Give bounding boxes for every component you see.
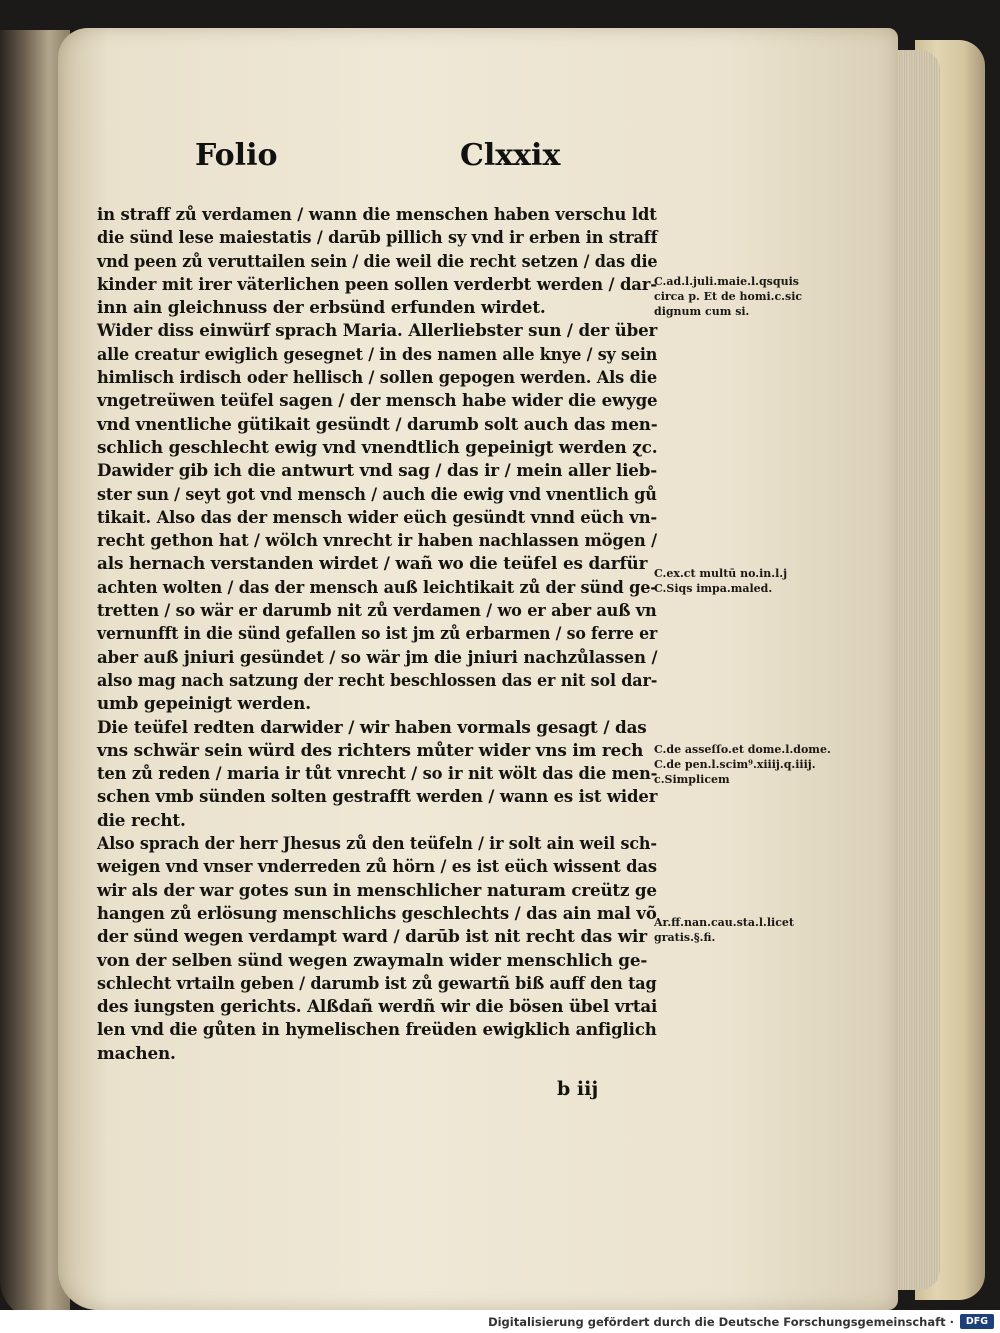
margin-note [654,274,854,319]
body-line: vnd peen zů veruttailen sein / die weil die recht setzen / das die [97,250,658,271]
body-line: schlecht vrtailn geben / darumb ist zů gewartñ biß auff den tag [97,972,657,993]
body-line: achten wolten / das der mensch auß leichtikait zů der sünd ge- [97,576,657,597]
body-line: machen. [97,1042,176,1063]
body-line: recht gethon hat / wölch vnrecht ir haben nachlassen mögen / [97,530,658,551]
body-line: in straff zů verdamen / wann die menschen haben verschu ldt [97,204,657,224]
body-line: von der selben sünd wegen zwaymaln wider menschlich ge- [97,949,648,970]
page-header [195,138,575,182]
body-line: aber auß jniuri gesündet / so wär jm die jniuri nachzůlassen / [97,646,658,667]
body-line: himlisch irdisch oder hellisch / sollen gepogen werden. Als die [97,367,657,388]
body-line: schlich geschlecht ewig vnd vnendtlich gepeinigt werden ɀc. [97,436,658,457]
body-line: wir als der war gotes sun in menschlicher naturam creütz ge [97,879,657,900]
body-line: weigen vnd vnser vnderreden zů hörn / es ist eüch wissent das [97,856,657,877]
margin-note-line: C.ad.l.juli.maie.l.qsquis [654,275,799,288]
folio-label: Folio [195,138,278,173]
body-line: inn ain gleichnuss der erbsünd erfunden wirdet. [97,297,546,318]
body-line: schen vmb sünden solten gestrafft werden / wann es ist wider [97,786,658,807]
body-line: der sünd wegen verdampt ward / darūb ist nit recht das wir [97,926,647,947]
dfg-logo: DFG [960,1314,994,1329]
body-line: tretten / so wär er darumb nit zů verdamen / wo er aber auß vn [97,600,657,621]
body-text [97,203,657,1065]
margin-note-line: C.ex.ct multū no.in.l.j [654,567,788,580]
body-line: vnd vnentliche gütikait gesündt / darumb solt auch das men- [97,413,658,434]
margin-note [654,566,854,596]
body-line: die sünd lese maiestatis / darūb pillich sy vnd ir erben in straff [97,227,658,248]
margin-note-line: C.Siqs impa.maled. [654,582,773,595]
margin-note-line: C.de asseſſo.et dome.l.dome. [654,743,831,756]
body-line: umb gepeinigt werden. [97,693,311,714]
margin-note [654,915,854,945]
body-line: Dawider gib ich die antwurt vnd sag / das ir / mein aller lieb- [97,460,658,481]
body-line: vngetreüwen teüfel sagen / der mensch habe wider die ewyge [97,390,658,411]
margin-note-line: Ar.ff.nan.cau.sta.l.licet [654,916,794,929]
body-line: Wider diss einwürf sprach Maria. Allerliebster sun / der über [97,320,658,341]
body-line: vernunfft in die sünd gefallen so ist jm zů erbarmen / so ferre er [97,623,658,644]
margin-note-line: circa p. Et de homi.c.sic [654,290,803,303]
margin-note-line: gratis.§.fi. [654,931,716,944]
margin-note [654,742,854,787]
body-line: Also sprach der herr Jhesus zů den teüfeln / ir solt ain weil sch- [97,833,657,854]
body-line: die recht. [97,809,186,830]
margin-note-line: c.Simplicem [654,773,730,786]
margin-note-line: C.de pen.l.scim⁹.xiiij.q.iiij. [654,758,816,771]
body-line: des iungsten gerichts. Alßdañ werdñ wir die bösen übel vrtai [97,996,658,1017]
body-line: hangen zů erlösung menschlichs geschlechts / das ain mal võ [97,902,657,923]
body-line: kinder mit irer väterlichen peen sollen verderbt werden / dar- [97,273,657,294]
footer-bar [0,1310,1000,1333]
body-line: als hernach verstanden wirdet / wañ wo die teüfel es darfür [97,553,648,574]
body-line: ster sun / seyt got vnd mensch / auch die ewig vnd vnentlich gů [97,483,657,504]
body-line: vns schwär sein würd des richters můter wider vns im rech [97,739,644,760]
body-line: ten zů reden / maria ir tůt vnrecht / so ir nit wölt das die men- [97,763,658,784]
body-line: Die teüfel redten darwider / wir haben vormals gesagt / das [97,716,647,737]
body-line: alle creatur ewiglich gesegnet / in des namen alle knye / sy sein [97,343,658,364]
margin-note-line: dignum cum si. [654,305,750,318]
funding-credit: Digitalisierung gefördert durch die Deutsche Forschungsgemeinschaft · [488,1315,954,1329]
signature-mark: b iij [557,1078,599,1100]
folio-number: Clxxix [460,138,561,173]
body-line: also mag nach satzung der recht beschlossen das er nit sol dar- [97,669,658,690]
body-line: len vnd die gůten in hymelischen freüden ewigklich anfiglich [97,1019,657,1040]
body-line: tikait. Also das der mensch wider eüch gesündt vnnd eüch vn- [97,506,658,527]
